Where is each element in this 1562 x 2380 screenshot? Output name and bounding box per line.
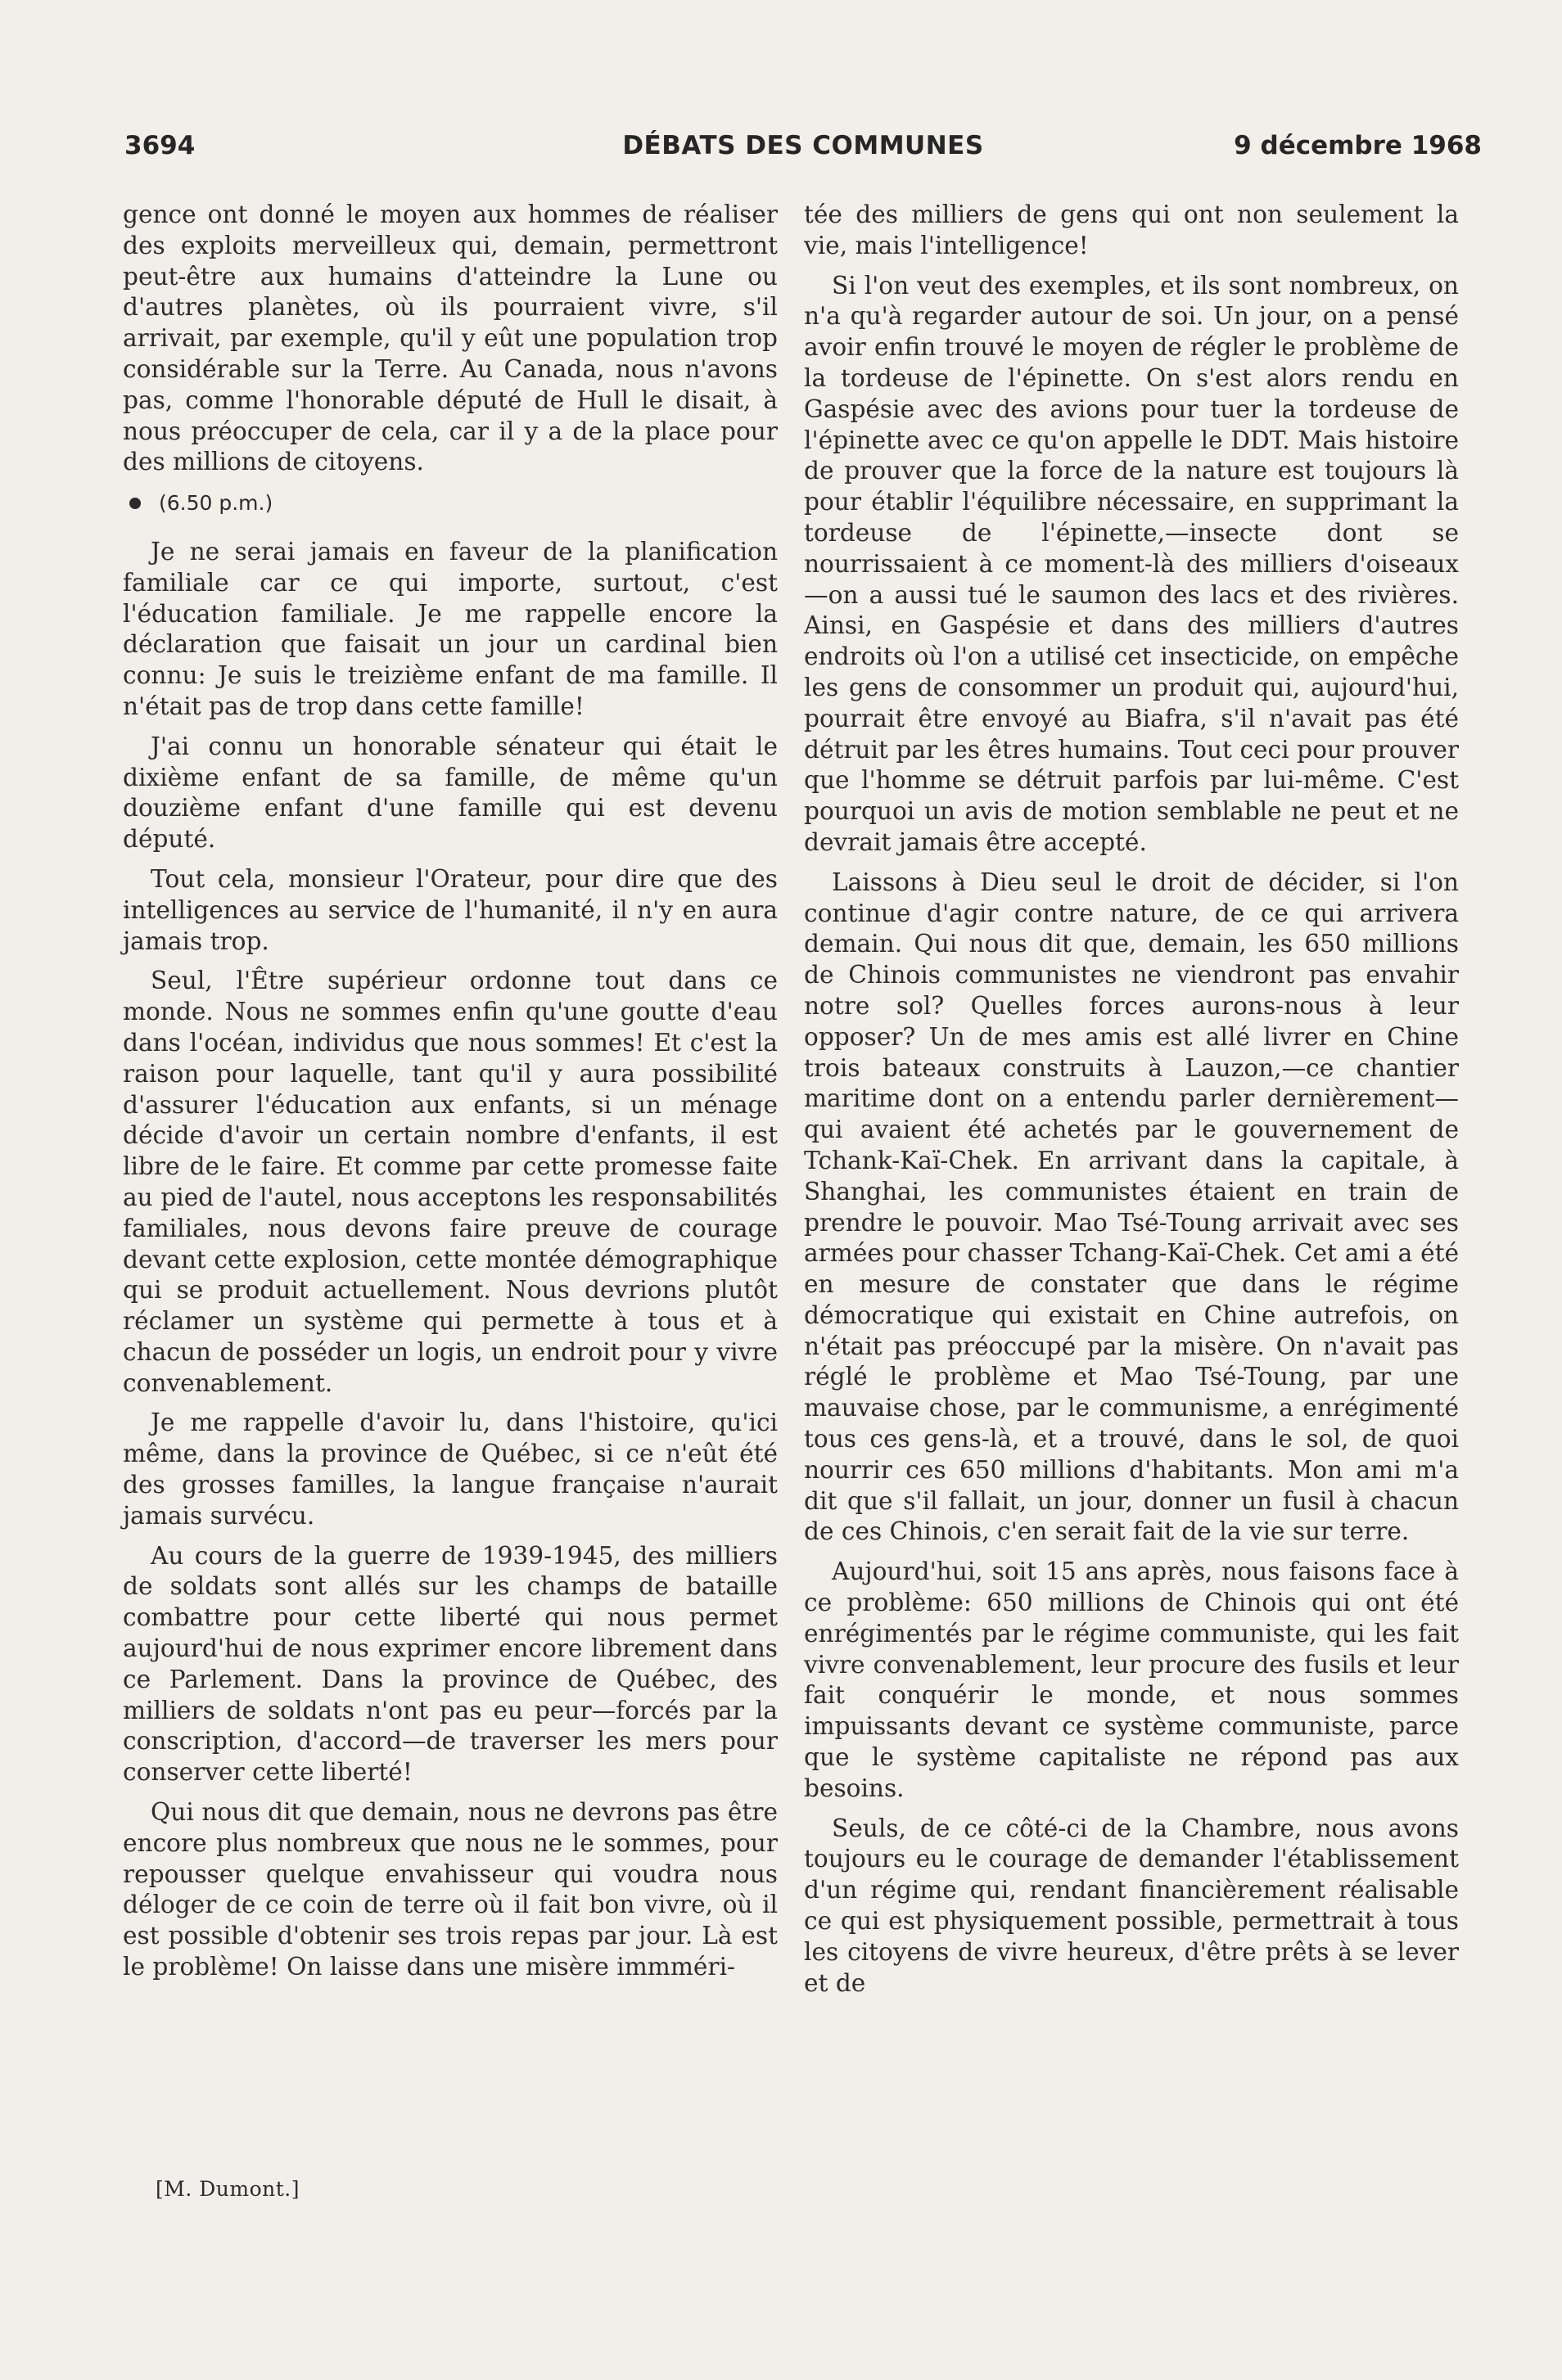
paragraph: Qui nous dit que demain, nous ne devrons pas être encore plus nombreux que nous ne le sommes, pour repousser quelque envahisseur qui voudra nous déloger de ce coin de terre où il fait bon vivre, où il est possible d'obtenir ses trois repas par jour. Là est le problème! On laisse dans une misère immméri-	[123, 1798, 778, 1981]
paragraph: Tout cela, monsieur l'Orateur, pour dire que des intelligences au service de l'humanité, il n'y en aura jamais trop.	[123, 864, 778, 955]
paragraph: tée des milliers de gens qui ont non seulement la vie, mais l'intelligence!	[804, 201, 1459, 259]
paragraph: Aujourd'hui, soit 15 ans après, nous faisons face à ce problème: 650 millions de Chinois qui ont été enrégimentés par le régime communiste, qui les fait vivre convenablement, leur procure des fusils et leur fait conquérir le monde, et nous sommes impuissants devant ce système communiste, parce que le système capitaliste ne répond pas aux besoins.	[804, 1557, 1459, 1802]
paragraph: Au cours de la guerre de 1939-1945, des milliers de soldats sont allés sur les champs de bataille combattre pour cette liberté qui nous permet aujourd'hui de nous exprimer encore librement dans ce Parlement. Dans la province de Québec, des milliers de soldats n'ont pas eu peur—forcés par la conscription, d'accord—de traverser les mers pour conserver cette liberté!	[123, 1541, 778, 1787]
paragraph: J'ai connu un honorable sénateur qui était le dixième enfant de sa famille, de même qu'un douzième enfant d'une famille qui est devenu député.	[123, 732, 778, 854]
paragraph: Seuls, de ce côté-ci de la Chambre, nous avons toujours eu le courage de demander l'établissement d'un régime qui, rendant financièrement réalisable ce qui est physiquement possible, permettrait à tous les citoyens de vivre heureux, d'être prêts à se lever et de	[804, 1814, 1459, 1997]
paragraph: Si l'on veut des exemples, et ils sont nombreux, on n'a qu'à regarder autour de soi. Un jour, on a pensé avoir enfin trouvé le moyen de régler le problème de la tordeuse de l'épinette. On s'est alors rendu en Gaspésie avec des avions pour tuer la tordeuse de l'épinette avec ce qu'on appelle le DDT. Mais histoire de prouver que la force de la nature est toujours là pour établir l'équilibre nécessaire, en supprimant la tordeuse de l'épinette,—insecte dont se nourrissaient à ce moment-là des milliers d'oiseaux—on a aussi tué le saumon des lacs et des rivières. Ainsi, en Gaspésie et dans des milliers d'autres endroits où l'on a utilisé cet insecticide, on empêche les gens de consommer un produit qui, aujourd'hui, pourrait être envoyé au Biafra, s'il n'avait pas été détruit par les êtres humains. Tout ceci pour prouver que l'homme se détruit parfois par lui-même. C'est pourquoi un avis de motion semblable ne peut et ne devrait jamais être accepté.	[804, 271, 1459, 856]
right-column	[804, 200, 1459, 2008]
page-header	[124, 131, 1482, 172]
paragraph: Seul, l'Être supérieur ordonne tout dans ce monde. Nous ne sommes enfin qu'une goutte d'eau dans l'océan, individus que nous sommes! Et c'est la raison pour laquelle, tant qu'il y aura possibilité d'assurer l'éducation aux enfants, si un ménage décide d'avoir un certain nombre d'enfants, il est libre de le faire. Et comme par cette promesse faite au pied de l'autel, nous acceptons les responsabilités familiales, nous devons faire preuve de courage devant cette explosion, cette montée démographique qui se produit actuellement. Nous devrions plutôt réclamer un système qui permette à tous et à chacun de posséder un logis, un endroit pour y vivre convenablement.	[123, 967, 778, 1397]
bullet-icon	[129, 498, 141, 509]
left-column	[123, 200, 778, 1992]
page-number: 3694	[124, 131, 196, 160]
time-marker-text: (6.50 p.m.)	[159, 491, 273, 516]
publication-title: DÉBATS DES COMMUNES	[622, 131, 984, 160]
time-marker	[123, 488, 778, 519]
paragraph: gence ont donné le moyen aux hommes de réaliser des exploits merveilleux qui, demain, permettront peut-être aux humains d'atteindre la Lune ou d'autres planètes, où ils pourraient vivre, s'il arrivait, par exemple, qu'il y eût une population trop considérable sur la Terre. Au Canada, nous n'avons pas, comme l'honorable député de Hull le disait, à nous préoccuper de cela, car il y a de la place pour des millions de citoyens.	[123, 201, 778, 476]
speaker-attribution: [M. Dumont.]	[156, 2177, 300, 2201]
paragraph: Je me rappelle d'avoir lu, dans l'histoire, qu'ici même, dans la province de Québec, si ce n'eût été des grosses familles, la langue française n'aurait jamais survécu.	[123, 1409, 778, 1530]
paragraph: Laissons à Dieu seul le droit de décider, si l'on continue d'agir contre nature, de ce qui arrivera demain. Qui nous dit que, demain, les 650 millions de Chinois communistes ne viendront pas envahir notre sol? Quelles forces aurons-nous à leur opposer? Un de mes amis est allé livrer en Chine trois bateaux construits à Lauzon,—ce chantier maritime dont on a entendu parler dernièrement—qui avaient été achetés par le gouvernement de Tchank-Kaï-Chek. En arrivant dans la capitale, à Shanghai, les communistes étaient en train de prendre le pouvoir. Mao Tsé-Toung arrivait avec ses armées pour chasser Tchang-Kaï-Chek. Cet ami a été en mesure de constater que dans le régime démocratique qui existait en Chine autrefois, on n'était pas préoccupé par la misère. On n'avait pas réglé le problème et Mao Tsé-Toung, par une mauvaise chose, par le communisme, a enrégimenté tous ces gens-là, et a trouvé, dans le sol, de quoi nourrir ces 650 millions d'habitants. Mon ami m'a dit que s'il fallait, un jour, donner un fusil à chacun de ces Chinois, c'en serait fait de la vie sur terre.	[804, 868, 1459, 1546]
paragraph: Je ne serai jamais en faveur de la planification familiale car ce qui importe, surtout, c'est l'éducation familiale. Je me rappelle encore la déclaration que faisait un jour un cardinal bien connu: Je suis le treizième enfant de ma famille. Il n'était pas de trop dans cette famille!	[123, 537, 778, 720]
issue-date: 9 décembre 1968	[1234, 131, 1482, 160]
